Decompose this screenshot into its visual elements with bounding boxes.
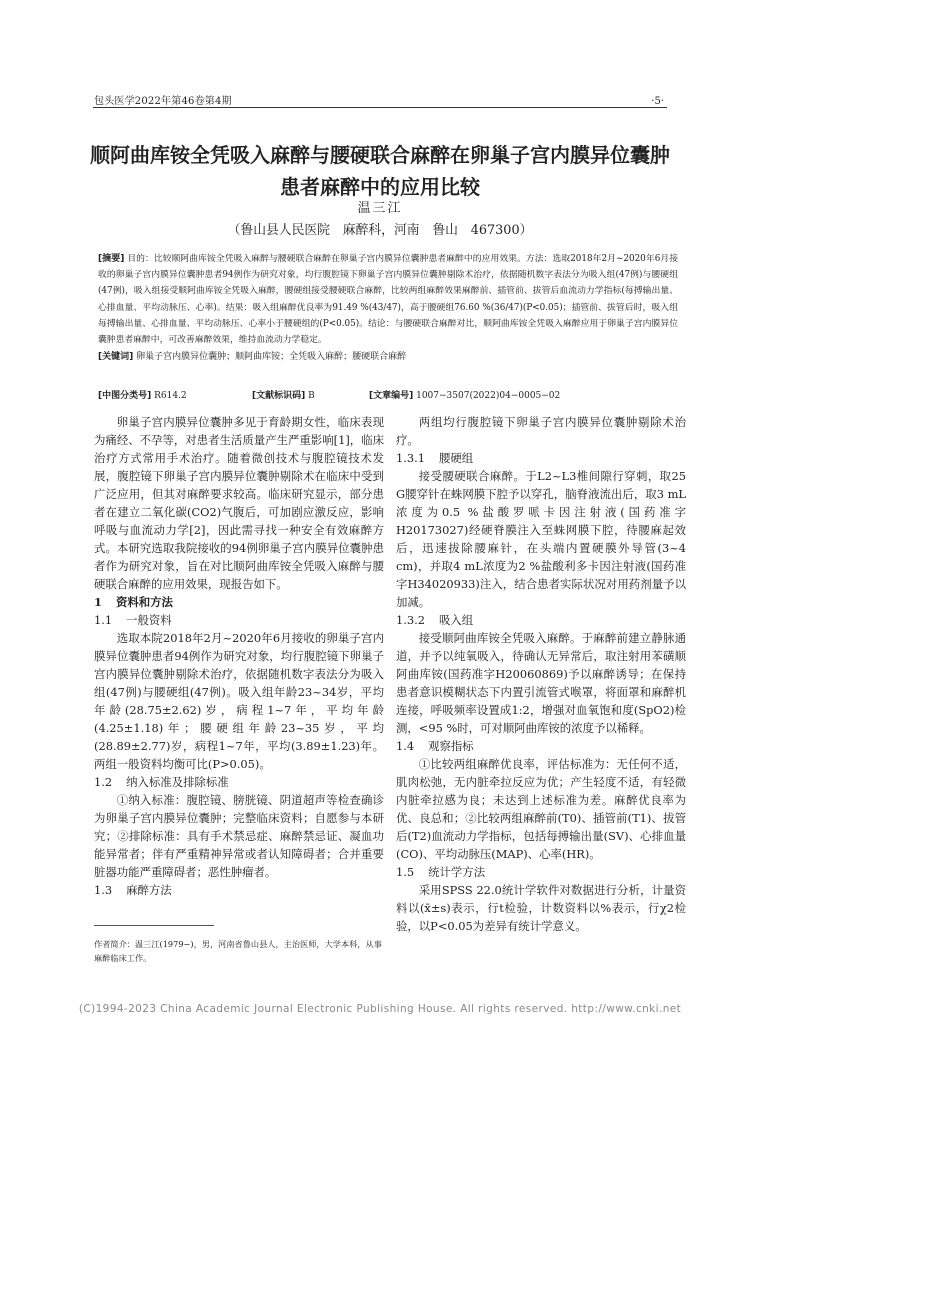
intro-paragraph: 卵巢子宫内膜异位囊肿多见于育龄期女性，临床表现为痛经、不孕等，对患者生活质量产生严重影响[1]，临床治疗方式常用手术治疗。随着微创技术与腹腔镜技术发展，腹腔镜下卵巢子宫内膜异位囊肿剔除术在临床中受到广泛应用，但其对麻醉要求较高。临床研究显示，部分患者在建立二氧化碳(CO2)气腹后，可加剧应激反应，影响呼吸与血流动力学[2]，因此需寻找一种安全有效麻醉方式。本研究选取我院接收的94例卵巢子宫内膜异位囊肿患者作为研究对象，旨在对比顺阿曲库铵全凭吸入麻醉与腰硬联合麻醉的应用效果，现报告如下。 bbox=[94, 415, 384, 591]
abstract-label: [摘要] bbox=[98, 254, 125, 264]
affiliation: （鲁山县人民医院 麻醉科，河南 鲁山 467300） bbox=[227, 223, 533, 238]
classification-line bbox=[98, 389, 678, 403]
section-1-3-2-heading: 1.3.2 吸入组 bbox=[396, 613, 474, 627]
section-1-1-heading: 1.1 一般资料 bbox=[94, 613, 172, 627]
section-1-1-text: 选取本院2018年2月~2020年6月接收的卵巢子宫内膜异位囊肿患者94例作为研究对象，均行腹腔镜下卵巢子宫内膜异位囊肿剔除术治疗，依据随机数字表法分为吸入组(47例)与腰硬组(47例)。吸入组年龄23~34岁，平均年龄(28.75±2.62)岁，病程1~7年，平均年龄(4.25±1.18)年；腰硬组年龄23~35岁，平均(28.89±2.77)岁，病程1~7年，平均(3.89±1.23)年。两组一般资料均衡可比(P>0.05)。 bbox=[94, 631, 384, 771]
footnote-rule bbox=[94, 925, 214, 926]
author: 温三江 bbox=[357, 201, 403, 216]
abstract-text: 目的：比较顺阿曲库铵全凭吸入麻醉与腰硬联合麻醉在卵巢子宫内膜异位囊肿患者麻醉中的应用效果。方法：选取2018年2月~2020年6月接收的卵巢子宫内膜异位囊肿患者94例作为研究对象，均行腹腔镜下卵巢子宫内膜异位囊肿剔除术治疗，依据随机数字表法分为吸入组(47例)与腰硬组(47例)，吸入组接受顺阿曲库铵全凭吸入麻醉，腰硬组接受腰硬联合麻醉，比较两组麻醉效果麻醉前、插管前、拔管后血流动力学指标(每搏输出量、心排血量、平均动脉压、心率)。结果：吸入组麻醉优良率为91.49 %(43/47)，高于腰硬组76.60 %(36/47)(P<0.05)；插管前、拔管后时，吸入组每搏输出量、心排血量、平均动脉压、心率小于腰硬组的(P<0.05)。结论：与腰硬联合麻醉对比，顺阿曲库铵全凭吸入麻醉应用于卵巢子宫内膜异位囊肿患者麻醉中，可改善麻醉效果，维持血流动力学稳定。 bbox=[98, 254, 679, 346]
section-1-4-text: ①比较两组麻醉优良率，评估标准为：无任何不适，肌肉松弛，无内脏牵拉反应为优；产生轻度不适，有轻微内脏牵拉感为良；未达到上述标准为差。麻醉优良率为优、良总和；②比较两组麻醉前(T0)、插管前(T1)、拔管后(T2)血流动力学指标，包括每搏输出量(SV)、心排血量(CO)、平均动脉压(MAP)、心率(HR)。 bbox=[396, 757, 686, 861]
section-1-5-text: 采用SPSS 22.0统计学软件对数据进行分析，计量资料以(x̄±s)表示，行t检验，计数资料以%表示，行χ2检验，以P<0.05为差异有统计学意义。 bbox=[396, 883, 686, 933]
doc-code-label: [文献标识码] bbox=[252, 391, 306, 401]
section-1-5-heading: 1.5 统计学方法 bbox=[396, 865, 486, 879]
right-column bbox=[396, 413, 686, 935]
clc-value: R614.2 bbox=[151, 391, 187, 401]
title-line-1: 顺阿曲库铵全凭吸入麻醉与腰硬联合麻醉在卵巢子宫内膜异位囊肿 bbox=[90, 143, 670, 167]
section-1-2-text: ①纳入标准：腹腔镜、膀胱镜、阴道超声等检查确诊为卵巢子宫内膜异位囊肿；完整临床资料；自愿参与本研究；②排除标准：具有手术禁忌症、麻醉禁忌证、凝血功能异常者；伴有严重精神异常或者认知障碍者；合并重要脏器功能严重障碍者；恶性肿瘤者。 bbox=[94, 793, 384, 879]
section-1-4-heading: 1.4 观察指标 bbox=[396, 739, 474, 753]
journal-header: 包头医学2022年第46卷第4期 bbox=[94, 96, 232, 107]
article-title bbox=[0, 139, 760, 203]
keywords-label: [关键词] bbox=[98, 352, 134, 362]
left-column bbox=[94, 413, 384, 899]
clc-label: [中图分类号] bbox=[98, 391, 152, 401]
doc-code-value: B bbox=[305, 391, 315, 401]
keywords-text: 卵巢子宫内膜异位囊肿；顺阿曲库铵；全凭吸入麻醉；腰硬联合麻醉 bbox=[133, 352, 407, 362]
author-footnote: 作者简介：温三江(1979−)，男，河南省鲁山县人，主治医师，大学本科，从事麻醉临床工作。 bbox=[94, 939, 382, 963]
section-1-3-1-heading: 1.3.1 腰硬组 bbox=[396, 451, 474, 465]
abstract bbox=[98, 251, 678, 348]
keywords bbox=[98, 349, 678, 365]
page-number: ·5· bbox=[651, 96, 664, 107]
copyright-watermark: (C)1994-2023 China Academic Journal Electronic Publishing House. All rights reserved. http://www.cnki.net bbox=[78, 1003, 682, 1015]
header-rule bbox=[93, 107, 667, 108]
section-1-3-2-text: 接受顺阿曲库铵全凭吸入麻醉。于麻醉前建立静脉通道，并予以纯氧吸入，待确认无异常后，取注射用苯磺顺阿曲库铵(国药准字H20060869)予以麻醉诱导；在保持患者意识模糊状态下内置引流管式喉罩，将面罩和麻醉机连接，呼吸频率设置成1:2，增强对血氧饱和度(SpO2)检测，<95 %时，可对顺阿曲库铵的浓度予以稀释。 bbox=[396, 631, 686, 735]
continued-paragraph: 两组均行腹腔镜下卵巢子宫内膜异位囊肿剔除术治疗。 bbox=[396, 415, 686, 447]
section-1-2-heading: 1.2 纳入标准及排除标准 bbox=[94, 775, 229, 789]
section-1-3-heading: 1.3 麻醉方法 bbox=[94, 883, 172, 897]
section-1-heading: 1 资料和方法 bbox=[94, 595, 173, 609]
article-no-label: [文章编号] bbox=[369, 391, 414, 401]
section-1-3-1-text: 接受腰硬联合麻醉。于L2~L3椎间隙行穿刺，取25 G腰穿针在蛛网膜下腔予以穿孔，脑脊液流出后，取3 mL浓度为0.5 %盐酸罗哌卡因注射液(国药准字H20173027)经硬脊膜注入至蛛网膜下腔，待腰麻起效后，迅速拔除腰麻针，在头端内置硬膜外导管(3~4 cm)，并取4 mL浓度为2 %盐酸利多卡因注射液(国药准字H34020933)注入，结合患者实际状况对用药剂量予以加减。 bbox=[396, 469, 686, 609]
article-no-value: 1007−3507(2022)04−0005−02 bbox=[413, 391, 561, 401]
title-line-2: 患者麻醉中的应用比较 bbox=[280, 175, 480, 199]
